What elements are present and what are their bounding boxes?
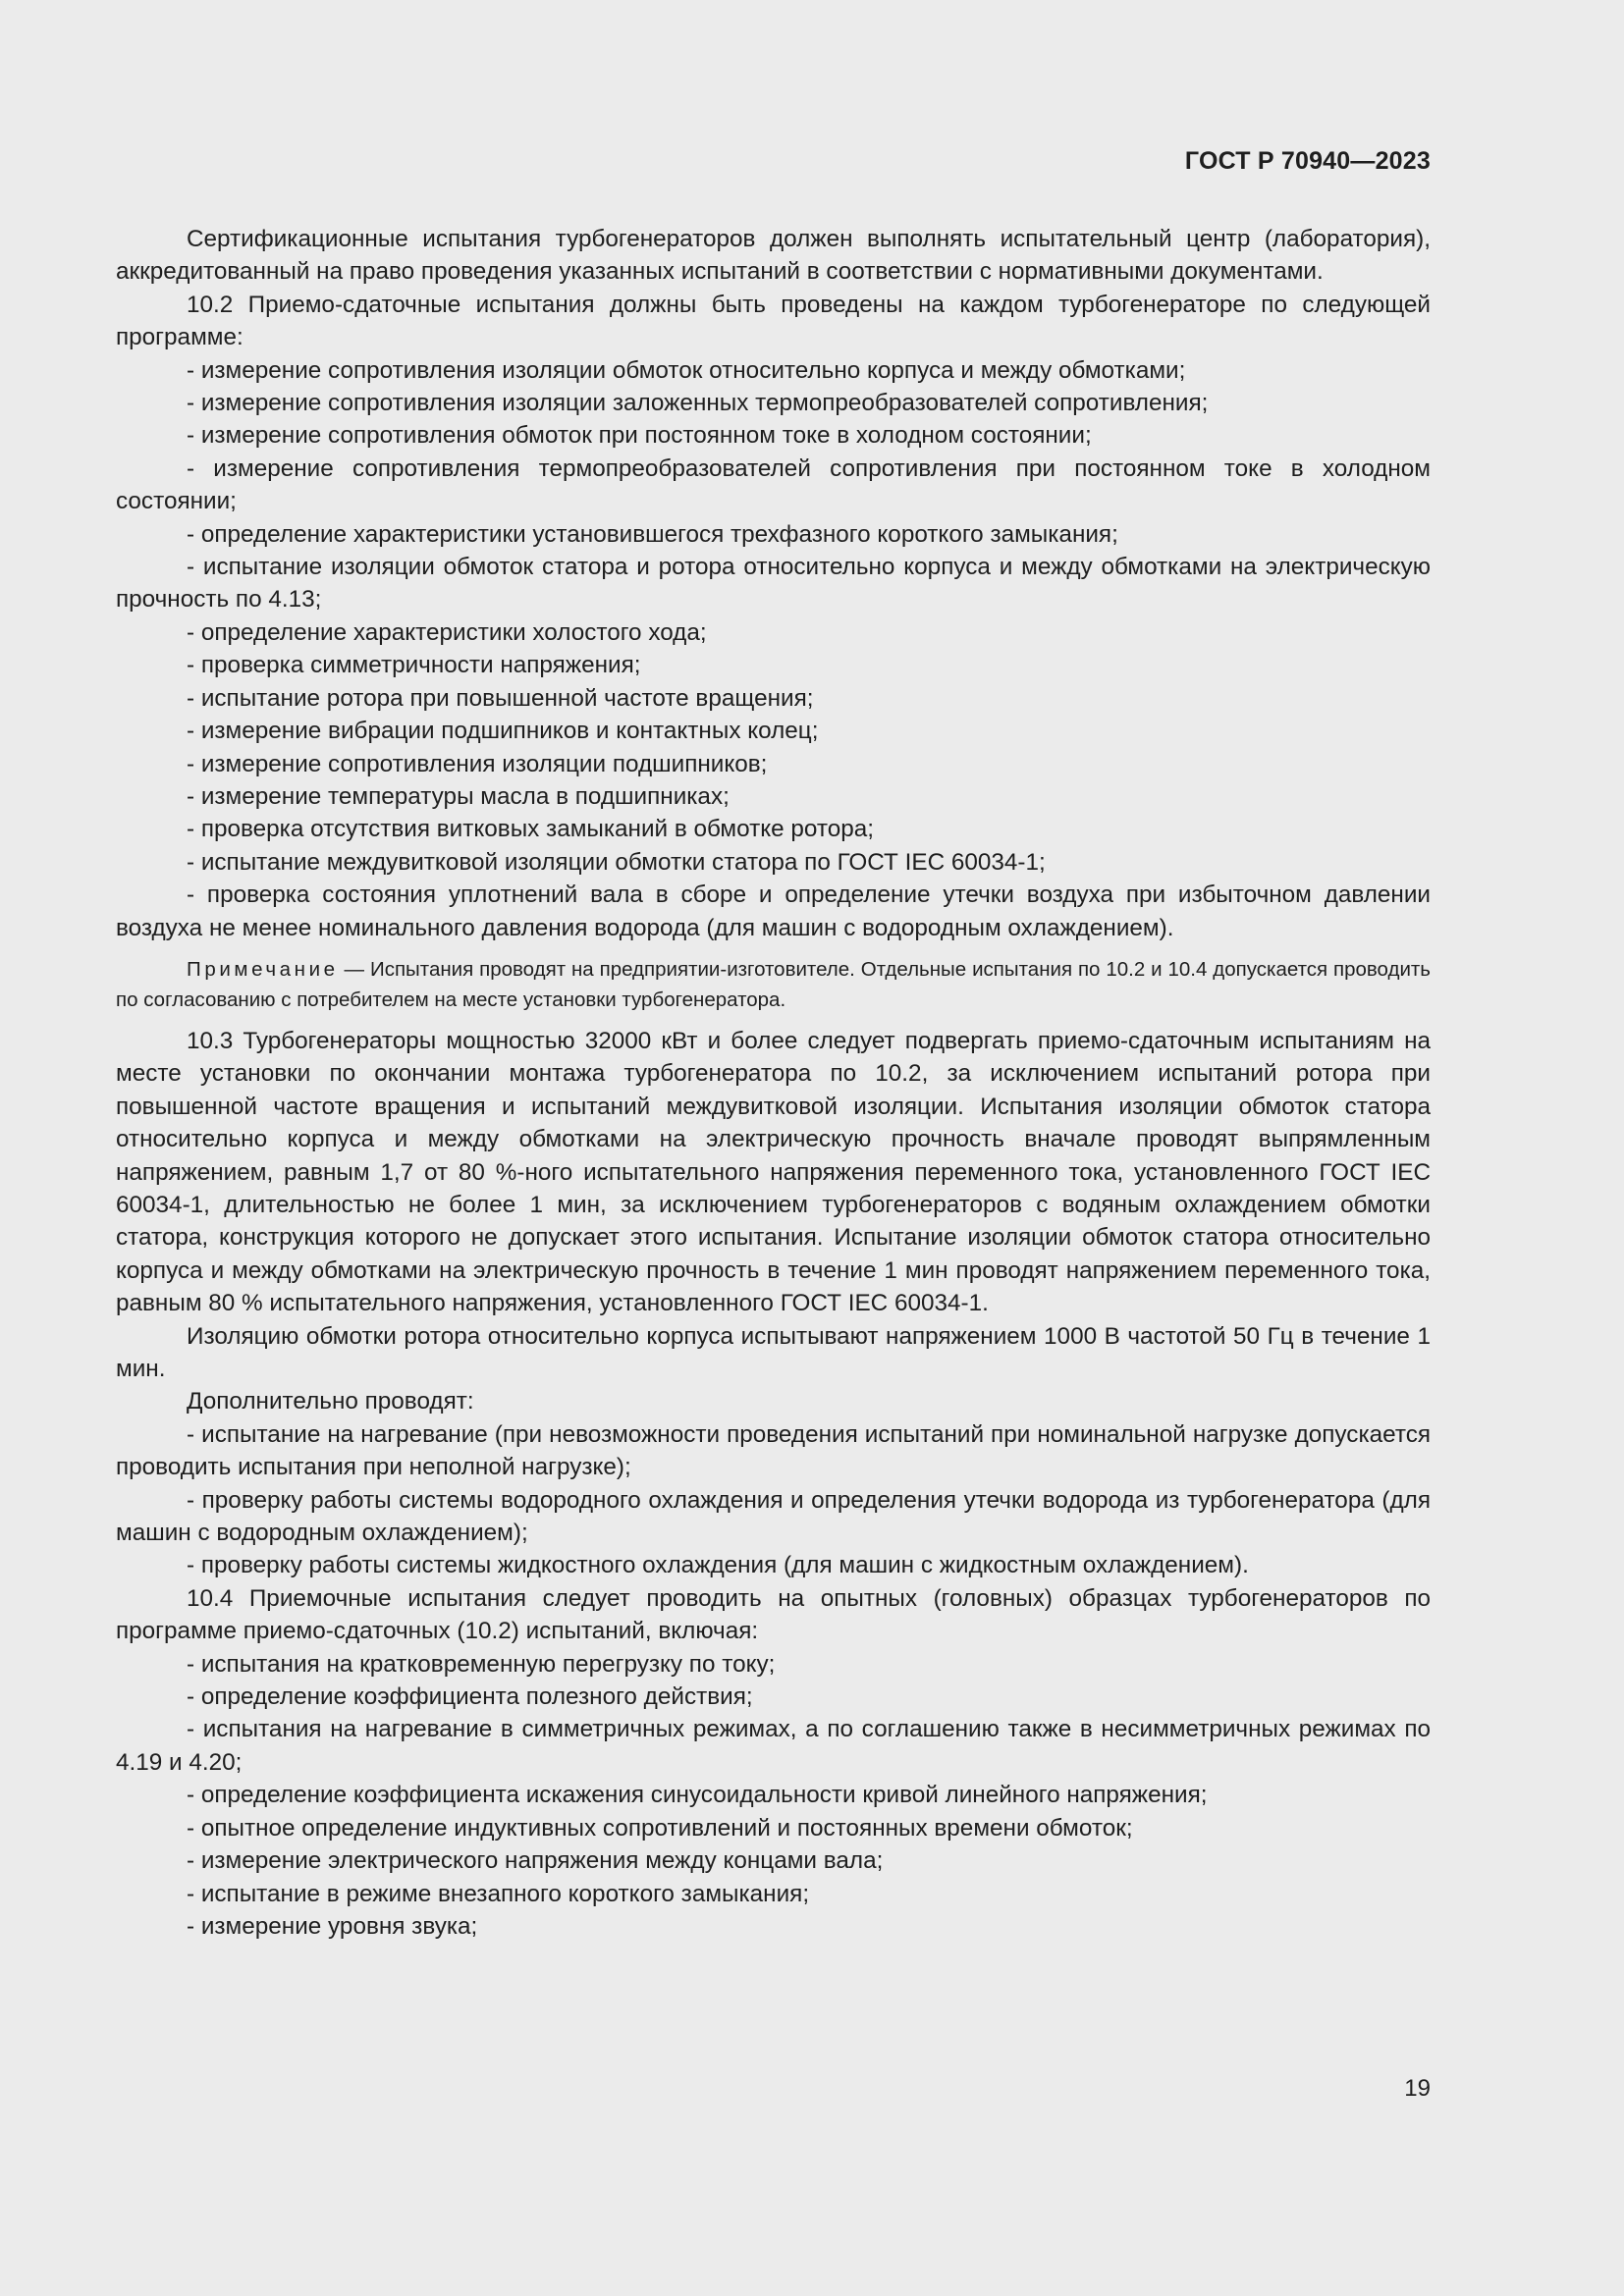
paragraph: Изоляцию обмотки ротора относительно корпуса испытывают напряжением 1000 В частотой 50 Гц в течение 1 мин. xyxy=(116,1322,1431,1382)
list-item: - испытание изоляции обмоток статора и ротора относительно корпуса и между обмотками на электрическую прочность по 4.13; xyxy=(116,554,1431,614)
list-item: - определение характеристики установившегося трехфазного короткого замыкания; xyxy=(187,520,1118,548)
list-item: - проверка симметричности напряжения; xyxy=(187,652,641,679)
list-item: - измерение уровня звука; xyxy=(187,1912,478,1940)
note xyxy=(116,954,1431,1015)
list-item: - проверку работы системы водородного охлаждения и определения утечки водорода из турбогенератора (для машин с водородным охлаждением); xyxy=(116,1486,1431,1547)
list-item: - измерение температуры масла в подшипниках; xyxy=(187,782,730,810)
list-item: - определение коэффициента искажения синусоидальности кривой линейного напряжения; xyxy=(187,1782,1208,1809)
paragraph-section-10-3: 10.3 Турбогенераторы мощностью 32000 кВт и более следует подвергать приемо-сдаточным испытаниям на месте установки по окончании монтажа турбогенератора по 10.2, за исключением испытаний ротора при повышенной частоте вращения и испытаний междувитковой изоляции. Испытания изоляции обмоток статора относительно корпуса и между обмотками на электрическую прочность вначале проводят выпрямленным напряжением, равным 1,7 от 80 %-ного испытательного напряжения переменного тока, установленного ГОСТ IEC 60034-1, длительностью не более 1 мин, за исключением турбогенераторов с водяным охлаждением обмотки статора, конструкция которого не допускает этого испытания. Испытание изоляции обмоток статора относительно корпуса и между обмотками на электрическую прочность в течение 1 мин проводят напряжением переменного тока, равным 80 % испытательного напряжения, установленного ГОСТ IEC 60034-1. xyxy=(116,1027,1431,1317)
list-item: - измерение электрического напряжения между концами вала; xyxy=(187,1847,884,1875)
document-body xyxy=(116,223,1431,1943)
list-item: - определение коэффициента полезного действия; xyxy=(187,1683,753,1711)
list-item: - проверку работы системы жидкостного охлаждения (для машин с жидкостным охлаждением). xyxy=(187,1552,1249,1579)
list-item: - испытания на нагревание в симметричных режимах, а по соглашению также в несимметричных режимах по 4.19 и 4.20; xyxy=(116,1716,1431,1776)
list-item: - испытание на нагревание (при невозможности проведения испытаний при номинальной нагрузке допускается проводить испытания при неполной нагрузке); xyxy=(116,1420,1431,1481)
list-item: - испытание в режиме внезапного короткого замыкания; xyxy=(187,1880,810,1907)
list-item: - проверка отсутствия витковых замыканий в обмотке ротора; xyxy=(187,816,875,843)
list-item: - измерение сопротивления изоляции обмоток относительно корпуса и между обмотками; xyxy=(187,356,1186,384)
list-item: - опытное определение индуктивных сопротивлений и постоянных времени обмоток; xyxy=(187,1814,1133,1842)
list-item: - испытание ротора при повышенной частоте вращения; xyxy=(187,684,814,712)
list-item: - измерение сопротивления изоляции заложенных термопреобразователей сопротивления; xyxy=(187,390,1209,417)
note-dash: — xyxy=(338,957,370,981)
list-item: - измерение сопротивления обмоток при постоянном токе в холодном состоянии; xyxy=(187,422,1092,450)
list-item: - определение характеристики холостого хода; xyxy=(187,618,707,646)
list-item: - испытание междувитковой изоляции обмотки статора по ГОСТ IEC 60034-1; xyxy=(187,848,1046,876)
note-text: Испытания проводят на предприятии-изготовителе. Отдельные испытания по 10.2 и 10.4 допускается проводить по согласованию с потребителем на месте установки турбогенератора. xyxy=(116,957,1431,1011)
list-item: - измерение сопротивления изоляции подшипников; xyxy=(187,750,768,777)
page-number: 19 xyxy=(1404,2075,1431,2102)
list-item: - измерение вибрации подшипников и контактных колец; xyxy=(187,718,819,745)
list-item: - испытания на кратковременную перегрузку по току; xyxy=(187,1650,776,1678)
note-label: Примечание xyxy=(187,957,339,981)
paragraph-section-10-4: 10.4 Приемочные испытания следует проводить на опытных (головных) образцах турбогенераторов по программе приемо-сдаточных (10.2) испытаний, включая: xyxy=(116,1584,1431,1645)
document-header: ГОСТ Р 70940—2023 xyxy=(1184,147,1431,175)
paragraph: Сертификационные испытания турбогенераторов должен выполнять испытательный центр (лаборатория), аккредитованный на право проведения указанных испытаний в соответствии с нормативными документами. xyxy=(116,226,1431,286)
paragraph-section-10-2: 10.2 Приемо-сдаточные испытания должны быть проведены на каждом турбогенераторе по следующей программе: xyxy=(116,291,1431,351)
list-item: - измерение сопротивления термопреобразователей сопротивления при постоянном токе в холодном состоянии; xyxy=(116,454,1431,515)
list-item: - проверка состояния уплотнений вала в сборе и определение утечки воздуха при избыточном давлении воздуха не менее номинального давления водорода (для машин с водородным охлаждением). xyxy=(116,881,1431,941)
paragraph: Дополнительно проводят: xyxy=(187,1388,474,1415)
